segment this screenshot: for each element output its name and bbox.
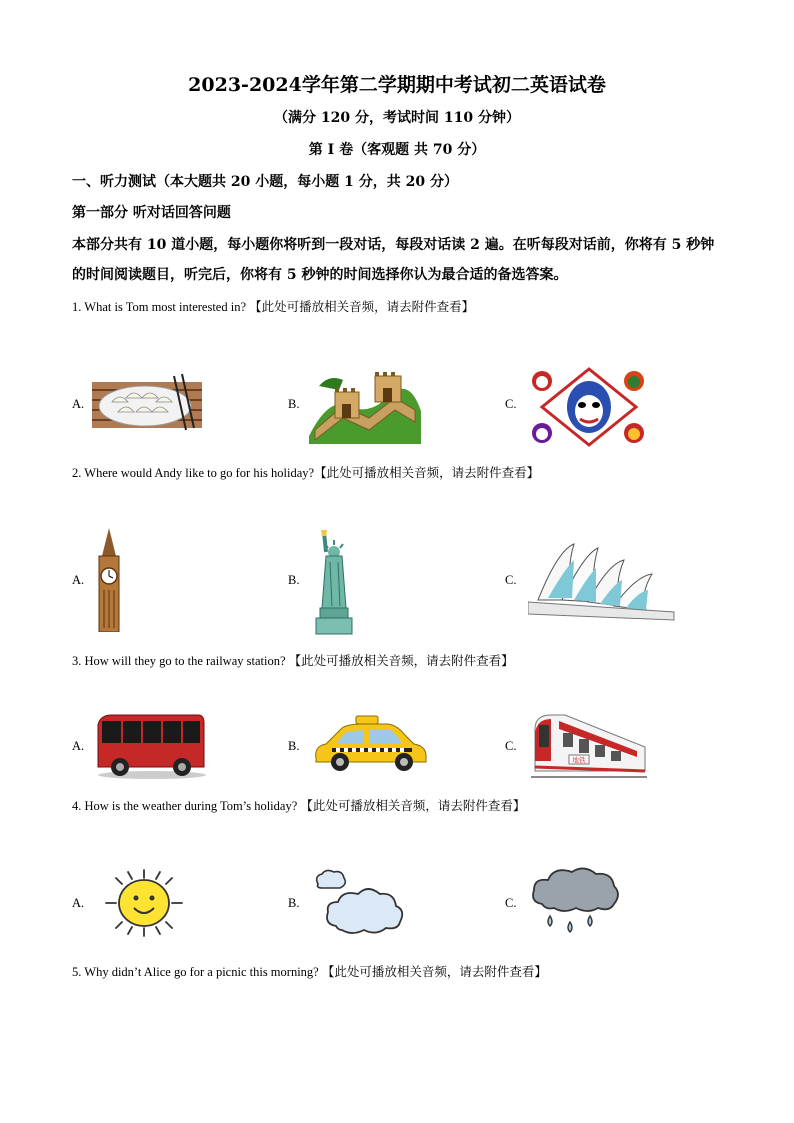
rain-cloud-icon — [528, 864, 622, 940]
question-1: 1. What is Tom most interested in? 【此处可播放相关音频，请去附件查看】 — [72, 300, 475, 314]
option-label: B. — [288, 739, 300, 753]
option-label: C. — [505, 397, 517, 411]
taxi-icon — [312, 714, 428, 774]
question-3: 3. How will they go to the railway station? 【此处可播放相关音频，请去附件查看】 — [72, 654, 514, 668]
sun-icon — [102, 868, 186, 938]
train-sign-text: 地铁 — [572, 756, 586, 765]
exam-subtitle: （满分 120 分，考试时间 110 分钟） — [274, 110, 520, 126]
option-label: B. — [288, 896, 300, 910]
statue-of-liberty-icon — [312, 530, 358, 636]
option-label: A. — [72, 739, 85, 753]
opera-masks-icon — [530, 367, 648, 447]
question-5: 5. Why didn’t Alice go for a picnic this morning? 【此处可播放相关音频，请去附件查看】 — [72, 965, 547, 979]
option-label: A. — [72, 573, 85, 587]
option-label: B. — [288, 397, 300, 411]
volume-heading: 第 I 卷（客观题 共 70 分） — [308, 142, 486, 158]
dumplings-icon — [90, 372, 204, 434]
cloud-icon — [312, 866, 410, 938]
option-label: A. — [72, 896, 85, 910]
option-label: C. — [505, 896, 517, 910]
exam-title: 2023-2024学年第二学期期中考试初二英语试卷 — [188, 74, 606, 96]
instructions: 本部分共有 10 道小题，每小题你将听到一段对话，每段对话读 2 遍。在听每段对话前，你将有 5 秒钟的时间阅读题目，听完后，你将有 5 秒钟的时间选择你认为最合适的备选答案。 — [72, 237, 715, 283]
question-2: 2. Where would Andy like to go for his holiday?【此处可播放相关音频，请去附件查看】 — [72, 466, 540, 480]
option-label: A. — [72, 397, 85, 411]
subway-train-icon — [529, 711, 649, 781]
option-label: B. — [288, 573, 300, 587]
option-label: C. — [505, 739, 517, 753]
option-label: C. — [505, 573, 517, 587]
question-4: 4. How is the weather during Tom’s holiday? 【此处可播放相关音频，请去附件查看】 — [72, 799, 526, 813]
great-wall-icon — [309, 366, 421, 444]
sydney-opera-house-icon — [528, 540, 678, 622]
part-heading: 第一部分 听对话回答问题 — [72, 205, 231, 221]
bus-icon — [94, 711, 206, 779]
section-heading: 一、听力测试（本大题共 20 小题，每小题 1 分，共 20 分） — [72, 174, 458, 190]
big-ben-icon — [94, 528, 124, 632]
